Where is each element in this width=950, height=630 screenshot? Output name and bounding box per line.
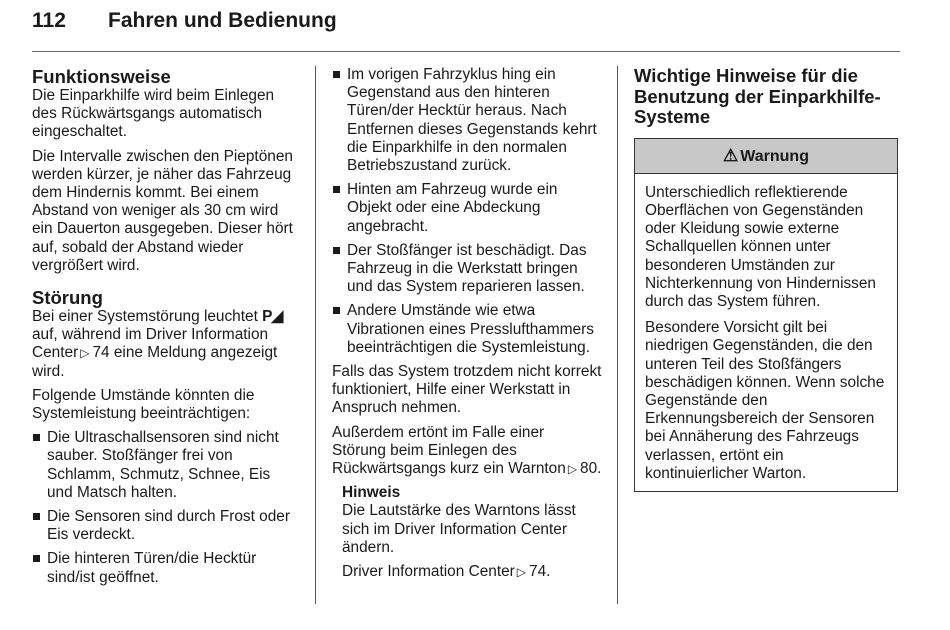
list-item <box>32 550 300 586</box>
note-block <box>332 484 602 581</box>
section-heading-stoerung: Störung <box>32 287 103 309</box>
note-title: Hinweis <box>342 484 401 502</box>
list-item <box>32 429 300 502</box>
warning-box <box>634 138 898 492</box>
list-item <box>332 302 602 357</box>
note-reference <box>342 563 602 581</box>
warning-body <box>635 174 897 483</box>
page-reference-link[interactable]: 74 <box>92 344 110 362</box>
bullet-square-icon <box>333 186 340 193</box>
list-item <box>332 242 602 297</box>
list-item-text: Andere Umstände wie etwa Vibrationen eines Presslufthammers beeinträchtigen die Systemleistung. <box>347 302 594 356</box>
column-right <box>634 66 898 492</box>
warning-title: Warnung <box>740 147 809 165</box>
paragraph <box>332 424 602 479</box>
bullet-square-icon <box>333 307 340 314</box>
warning-paragraph: Unterschiedlich reflektierende Oberflächen von Gegenständen oder Kleidung sowie externe Schallquellen können unter besonderen Umständen zur Nichterkennung von Hindernissen durch das System führen. <box>645 183 876 310</box>
column-divider <box>617 66 618 604</box>
bullet-square-icon <box>33 513 40 520</box>
section-heading-hinweise: Wichtige Hinweise für die Benutzung der Einparkhilfe-Systeme <box>634 65 881 127</box>
page-reference-icon: ▷ <box>567 462 578 477</box>
text-span: . <box>597 460 602 478</box>
page-reference-icon: ▷ <box>80 346 90 361</box>
paragraph: Die Intervalle zwischen den Pieptönen werden kürzer, je näher das Fahrzeug dem Hindernis kommt. Bei einem Abstand von weniger als 30 cm wird ein Dauerton ausgegeben. Dieser hört auf, sobald der Abstand wieder vergrößert wird. <box>32 147 293 274</box>
note-text: Die Lautstärke des Warntons lässt sich im Driver Information Center ändern. <box>342 502 576 556</box>
paragraph: Die Einparkhilfe wird beim Einlegen des Rückwärtsgangs automatisch eingeschaltet. <box>32 87 275 141</box>
list-item <box>332 66 602 175</box>
paragraph: Falls das System trotzdem nicht korrekt funktioniert, Hilfe einer Werkstatt in Anspruch nehmen. <box>332 363 602 417</box>
list-item <box>32 508 300 544</box>
column-divider <box>315 66 316 604</box>
page-reference-link[interactable]: 74 <box>529 563 547 581</box>
bullet-square-icon <box>333 247 340 254</box>
text-span: Driver Information Center <box>342 563 515 581</box>
page-reference-link[interactable]: 80 <box>580 460 598 478</box>
paragraph: Folgende Umstände könnten die Systemleistung beeinträchtigen: <box>32 386 255 423</box>
list-item-text: Der Stoßfänger ist beschädigt. Das Fahrzeug in die Werkstatt bringen und das System reparieren lassen. <box>347 241 587 296</box>
bullet-square-icon <box>33 434 40 441</box>
warning-header <box>635 139 897 174</box>
parking-assist-icon: P◢ <box>262 308 283 326</box>
header-divider <box>32 51 900 52</box>
list-item-text: Die Sensoren sind durch Frost oder Eis verdeckt. <box>47 508 290 544</box>
text-span: Bei einer Systemstörung leuchtet <box>32 308 258 326</box>
paragraph <box>32 308 300 381</box>
text-span: Außerdem ertönt im Falle einer Störung beim Einlegen des Rückwärtsgangs kurz ein Warnton <box>332 423 566 478</box>
chapter-title: Fahren und Bedienung <box>108 9 337 32</box>
warning-paragraph: Besondere Vorsicht gilt bei niedrigen Gegenständen, die den unteren Teil des Stoßfängers beschädigen können. Wenn solche Gegenstände den Erkennungsbereich der Sensoren bei Annäherung des Fahrzeugs verlassen, ertönt ein kontinuierlicher Warton. <box>645 319 885 482</box>
list-item-text: Hinten am Fahrzeug wurde ein Objekt oder eine Abdeckung angebracht. <box>347 181 558 235</box>
text-span: eine Meldung angezeigt wird. <box>32 344 278 380</box>
list-item-text: Die Ultraschallsensoren sind nicht sauber. Stoßfänger frei von Schlamm, Schmutz, Schnee, Eis und Matsch halten. <box>47 429 279 501</box>
warning-triangle-icon: ⚠ <box>723 145 739 165</box>
text-span: auf, während im Driver Information Center <box>32 326 269 362</box>
bullet-list <box>332 66 602 357</box>
page-header <box>32 9 900 49</box>
text-span: . <box>546 563 551 581</box>
bullet-list <box>32 429 300 587</box>
bullet-square-icon <box>333 71 340 78</box>
bullet-square-icon <box>33 555 40 562</box>
column-middle <box>332 66 602 587</box>
list-item-text: Die hinteren Türen/die Hecktür sind/ist geöffnet. <box>47 550 257 586</box>
page-number: 112 <box>32 9 66 32</box>
list-item <box>332 181 602 236</box>
section-heading-funktionsweise: Funktionsweise <box>32 66 171 87</box>
page-reference-icon: ▷ <box>516 565 527 580</box>
list-item-text: Im vorigen Fahrzyklus hing ein Gegenstand aus den hinteren Türen/der Hecktür heraus. Nach Entfernen dieses Gegenstands kehrt die Einparkhilfe in den normalen Betriebszustand zurück. <box>347 66 597 175</box>
column-left <box>32 66 300 593</box>
